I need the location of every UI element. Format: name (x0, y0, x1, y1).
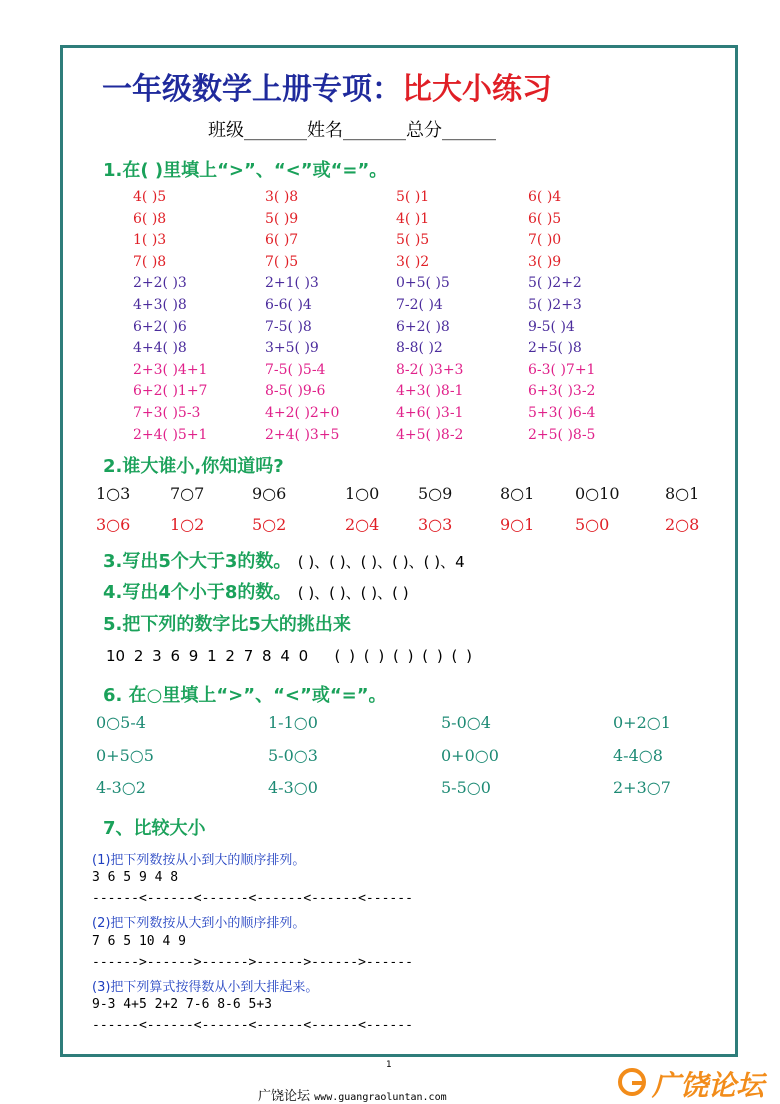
comparison-exercise: 7( )8 (133, 253, 167, 270)
circle-compare-item: 0○5-4 (96, 713, 146, 732)
site-logo[interactable] (618, 1064, 776, 1100)
page-number: 1 (386, 1060, 392, 1070)
student-info-line: 班级_______姓名_______总分______ (208, 120, 496, 141)
comparison-exercise: 5( )1 (396, 189, 430, 205)
section-1-heading: 1.在( )里填上“>”、“<”或“=”。 (103, 160, 388, 181)
comparison-exercise: 6+3( )3-2 (528, 383, 596, 400)
section-7-part-2-heading: (2)把下列数按从大到小的顺序排列。 (92, 916, 306, 931)
circle-compare-item: 0+0○0 (441, 745, 499, 765)
section-7-part-3-expressions: 9-3 4+5 2+2 7-6 8-6 5+3 (92, 997, 273, 1012)
comparison-exercise: 6-6( )4 (265, 297, 312, 313)
comparison-exercise: 4+3( )8 (133, 297, 187, 313)
comparison-exercise: 2+5( )8-5 (528, 426, 596, 443)
comparison-exercise: 3( )9 (528, 253, 562, 270)
comparison-exercise: 5( )9 (265, 210, 299, 227)
section-7-part-3-heading: (3)把下列算式按得数从小到大排起来。 (92, 980, 319, 995)
comparison-exercise: 0+5( )5 (396, 275, 450, 292)
section-7-part-1-heading: (1)把下列数按从小到大的顺序排列。 (92, 853, 306, 868)
comparison-exercise: 6( )8 (133, 210, 167, 227)
footer: 广饶论坛 www.guangraoluntan.com (258, 1089, 447, 1104)
circle-compare-item: 8○1 (500, 484, 535, 503)
circle-compare-item: 2○8 (665, 515, 700, 534)
circle-compare-item: 1○0 (345, 484, 380, 503)
circle-compare-item: 1-1○0 (268, 713, 318, 732)
circle-compare-item: 5○9 (418, 484, 453, 503)
comparison-exercise: 8-5( )9-6 (265, 383, 326, 400)
circle-compare-item: 5-0○4 (441, 713, 491, 732)
comparison-exercise: 2+3( )4+1 (133, 361, 208, 378)
comparison-exercise: 8-8( )2 (396, 340, 443, 357)
comparison-exercise: 7( )0 (528, 232, 562, 249)
circle-compare-item: 3○6 (96, 515, 131, 534)
circle-compare-item: 5-0○3 (268, 745, 318, 765)
circle-compare-item: 5-5○0 (441, 778, 491, 797)
comparison-exercise: 4+6( )3-1 (396, 405, 464, 421)
comparison-exercise: 4+3( )8-1 (396, 383, 464, 400)
section-2-heading: 2.谁大谁小,你知道吗? (103, 456, 284, 477)
circle-compare-item: 2+3○7 (613, 778, 671, 797)
comparison-exercise: 2+4( )5+1 (133, 426, 208, 443)
circle-compare-item: 4-4○8 (613, 745, 663, 765)
comparison-exercise: 6-3( )7+1 (528, 361, 596, 378)
circle-compare-item: 5○0 (575, 515, 610, 534)
comparison-exercise: 7-5( )8 (265, 318, 312, 335)
circle-compare-item: 7○7 (170, 484, 205, 503)
circle-compare-item: 9○6 (252, 484, 287, 503)
comparison-exercise: 6+2( )8 (396, 318, 450, 335)
section-7-part-3-answer-line: ------<------<------<------<------<------ (92, 1018, 413, 1033)
circle-compare-item: 0○10 (575, 484, 620, 503)
comparison-exercise: 5( )5 (396, 232, 430, 249)
circle-compare-item: 4-3○0 (268, 778, 318, 797)
comparison-exercise: 5( )2+3 (528, 297, 582, 313)
comparison-exercise: 1( )3 (133, 232, 167, 249)
circle-compare-item: 4-3○2 (96, 778, 146, 797)
comparison-exercise: 7( )5 (265, 253, 299, 270)
comparison-exercise: 3+5( )9 (265, 340, 319, 357)
circle-compare-item: 9○1 (500, 515, 535, 534)
comparison-exercise: 2+1( )3 (265, 275, 319, 292)
comparison-exercise: 7-2( )4 (396, 297, 443, 313)
comparison-exercise: 4+4( )8 (133, 340, 187, 357)
circle-compare-item: 3○3 (418, 515, 453, 534)
circle-compare-item: 1○2 (170, 515, 205, 534)
comparison-exercise: 5( )2+2 (528, 275, 582, 292)
page-title: 一年级数学上册专项：比大小练习 (102, 72, 552, 107)
logo-text: 广饶论坛 (652, 1069, 765, 1102)
section-7-part-1-answer-line: ------<------<------<------<------<------ (92, 891, 413, 906)
logo-g-icon (618, 1068, 646, 1096)
comparison-exercise: 2+5( )8 (528, 340, 582, 357)
section-7-part-2-answer-line: ------>------>------>------>------>------ (92, 955, 413, 970)
section-6-heading: 6. 在○里填上“>”、“<”或“=”。 (103, 685, 387, 706)
comparison-exercise: 4+5( )8-2 (396, 426, 464, 443)
circle-compare-item: 8○1 (665, 484, 700, 503)
comparison-exercise: 2+4( )3+5 (265, 426, 340, 443)
circle-compare-item: 2○4 (345, 515, 380, 534)
section-4-heading: 4.写出4个小于8的数。 ( )、( )、( )、( ) (103, 582, 409, 603)
comparison-exercise: 6( )4 (528, 189, 562, 205)
comparison-exercise: 6( )5 (528, 210, 562, 227)
comparison-exercise: 3( )8 (265, 189, 299, 205)
section-3-heading: 3.写出5个大于3的数。 ( )、( )、( )、( )、( )、4 (103, 551, 465, 572)
comparison-exercise: 4( )5 (133, 189, 167, 205)
circle-compare-item: 5○2 (252, 515, 287, 534)
comparison-exercise: 7+3( )5-3 (133, 405, 201, 421)
section-7-part-2-numbers: 7 6 5 10 4 9 (92, 934, 186, 949)
comparison-exercise: 3( )2 (396, 253, 430, 270)
comparison-exercise: 9-5( )4 (528, 318, 575, 335)
comparison-exercise: 5+3( )6-4 (528, 405, 596, 421)
section-7-part-1-numbers: 3 6 5 9 4 8 (92, 870, 179, 885)
comparison-exercise: 8-2( )3+3 (396, 361, 464, 378)
comparison-exercise: 4( )1 (396, 210, 430, 227)
comparison-exercise: 6+2( )1+7 (133, 383, 208, 400)
section-5-numbers: 10 2 3 6 9 1 2 7 8 4 0 ( ) ( ) ( ) ( ) ( ) (106, 647, 472, 665)
section-7-heading: 7、比较大小 (103, 818, 206, 839)
comparison-exercise: 7-5( )5-4 (265, 361, 326, 378)
comparison-exercise: 6+2( )6 (133, 318, 187, 335)
circle-compare-item: 1○3 (96, 484, 131, 503)
circle-compare-item: 0+2○1 (613, 713, 671, 732)
circle-compare-item: 0+5○5 (96, 745, 154, 765)
section-5-heading: 5.把下列的数字比5大的挑出来 (103, 614, 351, 635)
comparison-exercise: 6( )7 (265, 232, 299, 249)
comparison-exercise: 2+2( )3 (133, 275, 187, 292)
comparison-exercise: 4+2( )2+0 (265, 405, 340, 421)
